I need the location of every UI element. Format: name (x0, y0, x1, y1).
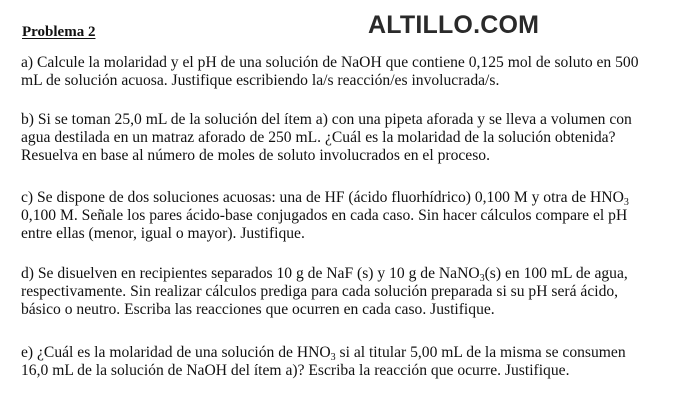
problem-e-subscript: 3 (330, 352, 336, 363)
problem-e-line-1 (21, 344, 683, 362)
problem-d-line-1-text-b: (s) en 100 mL de agua, (484, 265, 628, 282)
problem-item-e (21, 344, 683, 380)
problem-item-a (21, 54, 683, 90)
problem-c-subscript: 3 (623, 197, 629, 208)
problem-item-c (21, 189, 683, 243)
problem-b-line-3: Resuelva en base al número de moles de soluto involucrados en el proceso. (21, 147, 490, 164)
problem-a-line-2: mL de solución acuosa. Justifique escribiendo la/s reacción/es involucrada/s. (21, 72, 500, 89)
problem-c-line-3: entre ellas (menor, igual o mayor). Justifique. (21, 225, 305, 242)
problem-c-line-1-text: c) Se dispone de dos soluciones acuosas: una de HF (ácido fluorhídrico) 0,100 M y otra de HNO (21, 189, 624, 206)
problem-title: Problema 2 (22, 24, 96, 40)
problem-d-subscript: 3 (479, 273, 485, 284)
problem-e-line-2: 16,0 mL de la solución de NaOH del ítem a)? Escriba la reacción que ocurre. Justifique. (21, 362, 570, 379)
problem-c-line-1 (21, 189, 683, 207)
problem-item-b (21, 111, 683, 165)
problem-b-line-2: agua destilada en un matraz aforado de 250 mL. ¿Cuál es la molaridad de la solución obtenida? (21, 129, 616, 146)
problem-item-d (21, 265, 683, 319)
problem-a-line-1: a) Calcule la molaridad y el pH de una solución de NaOH que contiene 0,125 mol de soluto en 500 (21, 54, 639, 71)
site-watermark: ALTILLO.COM (368, 11, 540, 39)
problem-b-line-1: b) Si se toman 25,0 mL de la solución del ítem a) con una pipeta aforada y se lleva a volumen con (21, 111, 632, 128)
problem-c-line-2: 0,100 M. Señale los pares ácido-base conjugados en cada caso. Sin hacer cálculos compare el pH (21, 207, 628, 224)
problem-d-line-1-text-a: d) Se disuelven en recipientes separados 10 g de NaF (s) y 10 g de NaNO (21, 265, 480, 282)
problem-e-line-1-text-a: e) ¿Cuál es la molaridad de una solución de HNO (21, 344, 331, 361)
problem-e-line-1-text-b: si al titular 5,00 mL de la misma se consumen (335, 344, 626, 361)
problem-d-line-3: básico o neutro. Escriba las reacciones que ocurren en cada caso. Justifique. (21, 301, 495, 318)
problem-d-line-2: respectivamente. Sin realizar cálculos prediga para cada solución preparada si su pH será ácido, (21, 283, 619, 300)
problem-d-line-1 (21, 265, 683, 283)
